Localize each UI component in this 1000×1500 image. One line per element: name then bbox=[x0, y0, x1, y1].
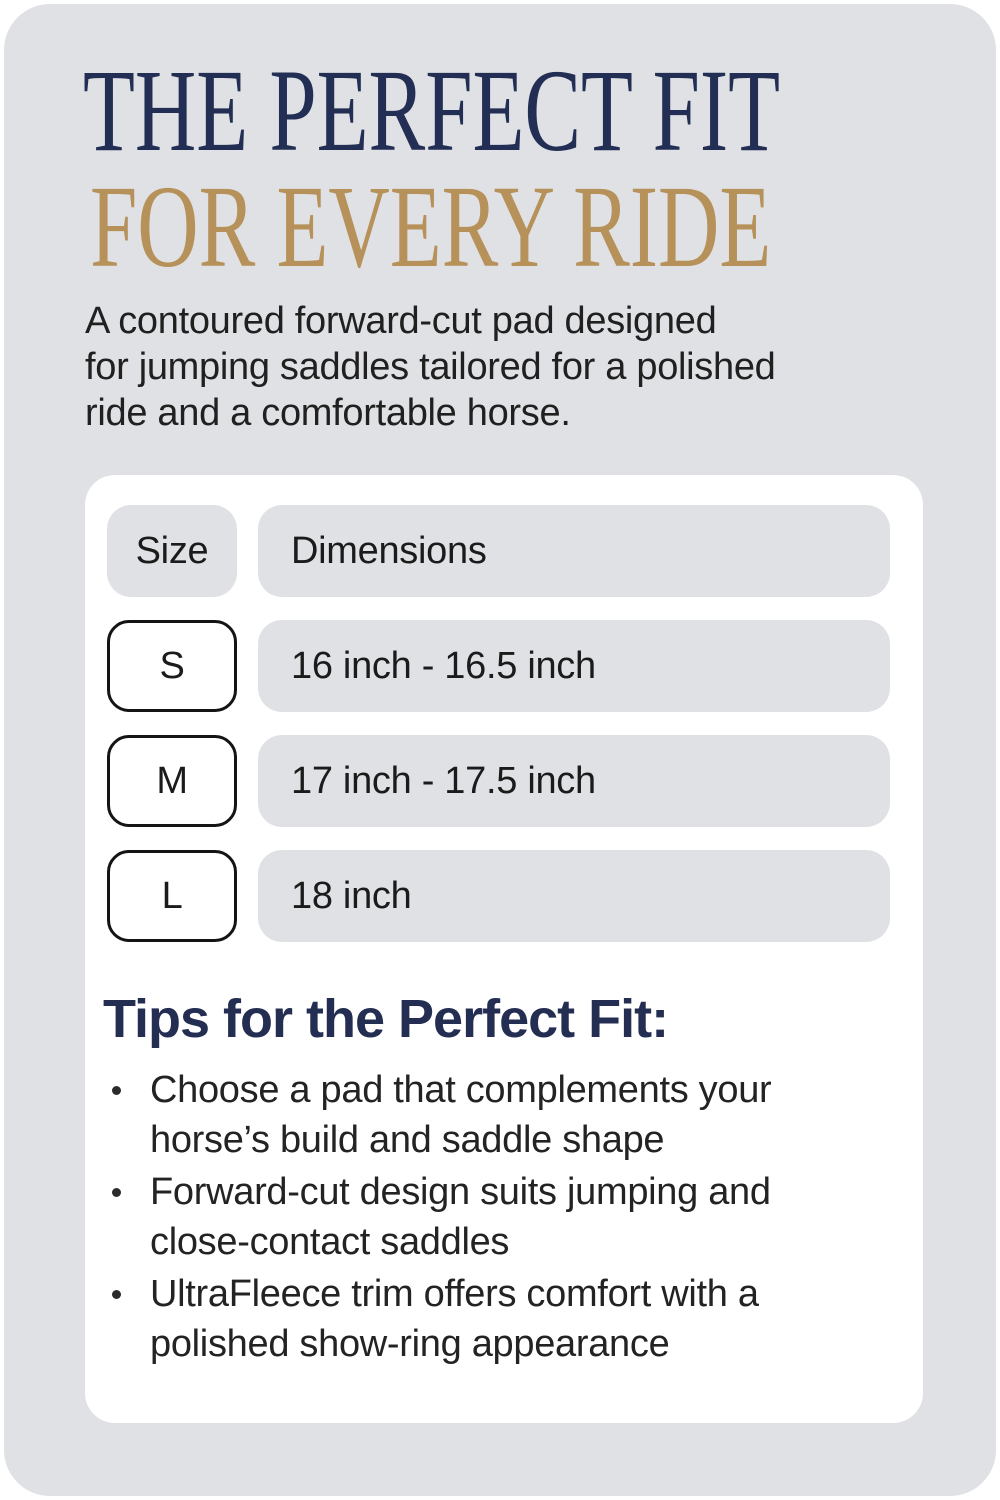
size-table-row-large bbox=[107, 850, 890, 942]
bullet-icon bbox=[112, 1188, 121, 1197]
description-line-3: ride and a comfortable horse. bbox=[85, 392, 571, 434]
tip-1-line-2: horse’s build and saddle shape bbox=[150, 1119, 665, 1161]
tips-heading: Tips for the Perfect Fit: bbox=[103, 989, 669, 1049]
tip-2-line-1: Forward-cut design suits jumping and bbox=[150, 1171, 771, 1213]
size-table-row-small bbox=[107, 620, 890, 712]
title-line-1: THE PERFECT FIT bbox=[83, 45, 781, 176]
size-column-header: Size bbox=[107, 505, 237, 597]
bullet-icon bbox=[112, 1086, 121, 1095]
size-badge-m: M bbox=[107, 735, 237, 827]
size-badge-s: S bbox=[107, 620, 237, 712]
product-description bbox=[85, 298, 776, 436]
size-badge-l: L bbox=[107, 850, 237, 942]
tip-text-3 bbox=[150, 1269, 759, 1369]
tip-item-1 bbox=[103, 1065, 771, 1165]
dimensions-value-l: 18 inch bbox=[258, 850, 890, 942]
tip-text-1 bbox=[150, 1065, 771, 1165]
dimensions-value-s: 16 inch - 16.5 inch bbox=[258, 620, 890, 712]
title-line-2: FOR EVERY RIDE bbox=[90, 161, 772, 292]
tips-list bbox=[103, 1065, 771, 1371]
dimensions-column-header: Dimensions bbox=[258, 505, 890, 597]
tip-item-3 bbox=[103, 1269, 771, 1369]
bullet-icon bbox=[112, 1290, 121, 1299]
tip-text-2 bbox=[150, 1167, 771, 1267]
description-line-1: A contoured forward-cut pad designed bbox=[85, 300, 717, 342]
size-table-header-row bbox=[107, 505, 890, 597]
tip-item-2 bbox=[103, 1167, 771, 1267]
tip-3-line-1: UltraFleece trim offers comfort with a bbox=[150, 1273, 759, 1315]
size-table-row-medium bbox=[107, 735, 890, 827]
dimensions-value-m: 17 inch - 17.5 inch bbox=[258, 735, 890, 827]
tip-3-line-2: polished show-ring appearance bbox=[150, 1323, 670, 1365]
description-line-2: for jumping saddles tailored for a polished bbox=[85, 346, 776, 388]
tip-1-line-1: Choose a pad that complements your bbox=[150, 1069, 772, 1111]
tip-2-line-2: close-contact saddles bbox=[150, 1221, 510, 1263]
